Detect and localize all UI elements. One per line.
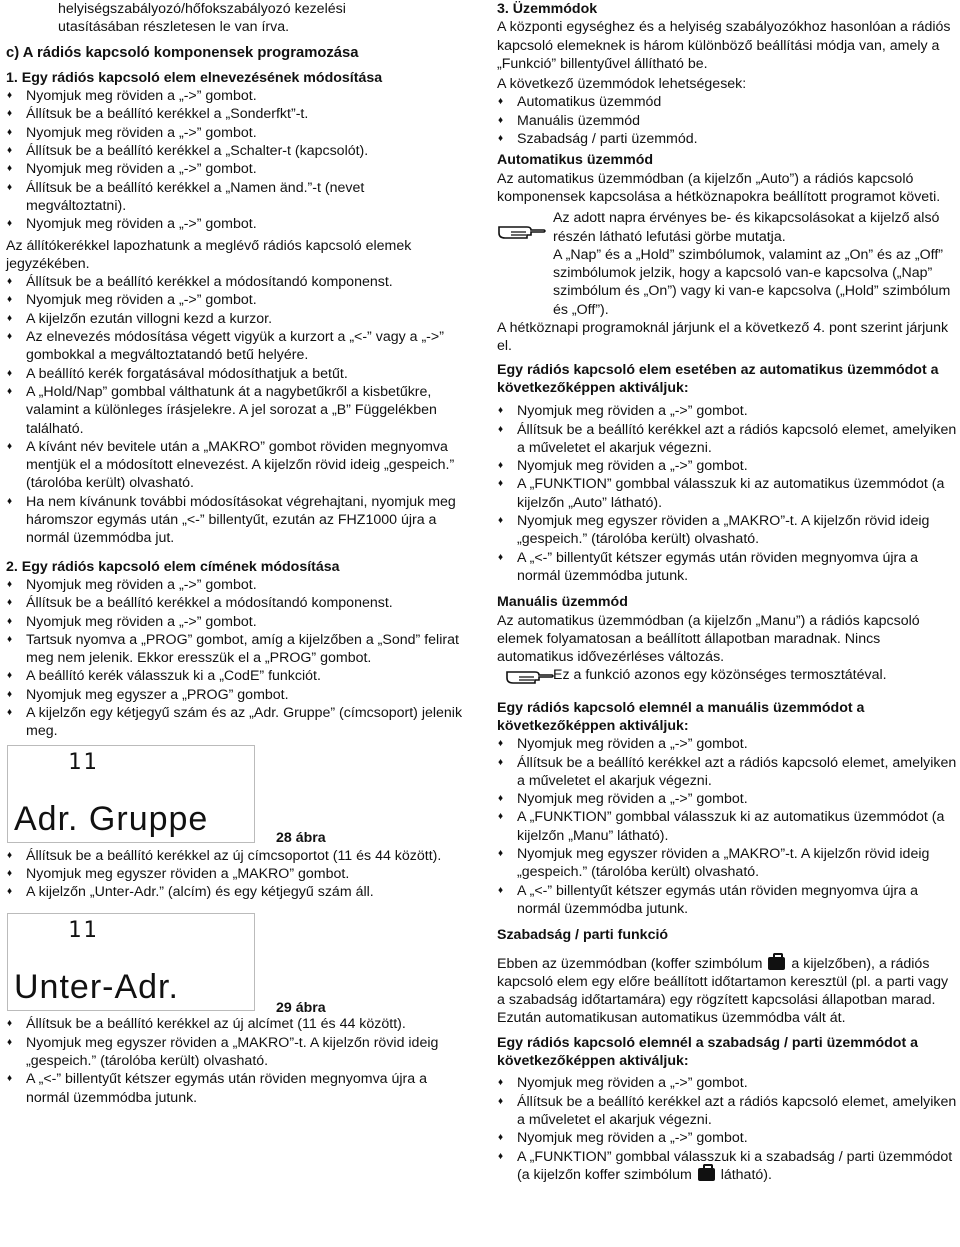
list-item [497,735,957,753]
intro-line: helyiségszabályozó/hőfokszabályozó kezelési [58,1,346,17]
bullet-icon: ♦ [7,1036,13,1048]
list-item [6,613,468,631]
list-item-text: Szabadság / parti üzemmód. [517,131,698,148]
heading-activate-manual: Egy rádiós kapcsoló elemnél a manuális üzemmódot a következőképpen aktiváljuk: [497,699,865,734]
list-item-text: A „FUNKTION” gombbal válasszuk ki az automatikus üzemmódot (a kijelzőn „Manu” látható). [517,809,945,844]
list-item [6,87,468,105]
list-item [497,1148,957,1185]
list-item-text: A kijelzőn egy kétjegyű szám és az „Adr. Gruppe” (címcsoport) jelenik meg. [26,704,463,740]
list-item-text: Nyomjuk meg röviden a „->” gombot. [517,1130,748,1147]
intro-text [6,0,468,37]
list-item [6,883,468,901]
bullet-icon: ♦ [7,688,13,700]
section-heading-2: 2. Egy rádiós kapcsoló elem címének módosítása [6,558,340,575]
list-item [497,130,957,148]
bullet-icon: ♦ [498,738,504,750]
lcd-display [7,913,255,1011]
list-item [497,421,957,458]
bullet-icon: ♦ [7,294,13,306]
right-column [497,0,957,1184]
bullet-icon: ♦ [498,756,504,768]
bullet-icon: ♦ [7,90,13,102]
bullet-icon: ♦ [7,312,13,324]
list-item-text: A kívánt név bevitele után a „MAKRO” gombot röviden megnyomva mentjük el a módosított elnevezést. A kijelzőn rövid ideig „gespeich.” (tárolóba került) olvasható. [26,438,455,492]
list-item-text: Nyomjuk meg röviden a „->” gombot. [26,216,257,233]
list-item-text: Állítsuk be a beállító kerékkel a módosítandó komponenst. [26,274,393,291]
list-item-text: Nyomjuk meg egyszer röviden a „MAKRO”-t. A kijelzőn rövid ideig „gespeich.” (tárolóba került) olvasható. [517,513,930,548]
list-item [497,790,957,808]
bullet-icon: ♦ [498,1150,504,1162]
list-item [6,865,468,883]
list-item-text: Állítsuk be a beállító kerékkel azt a rádiós kapcsoló elemet, amelyiken a műveletet el akarjuk végezni. [517,754,957,789]
list-item [497,754,957,791]
list-item [497,1129,957,1147]
lcd-display [7,745,255,843]
note-block [497,666,957,684]
paragraph: A hétköznapi programoknál járjunk el a következő 4. pont szerint járjunk el. [497,320,949,355]
list-item-text: A „FUNKTION” gombbal válasszuk ki az automatikus üzemmódot (a kijelzőn „Auto” látható). [517,476,945,511]
list-item-text: A beállító kerék válasszuk ki a „CodE” funkciót. [26,668,321,685]
list-item-text: Állítsuk be a beállító kerékkel a „Schalter-t (kapcsolót). [26,143,369,160]
paragraph: Az automatikus üzemmódban (a kijelzőn „Manu”) a rádiós kapcsoló elemek folyamatosan a beállított állapotban maradnak. Nincs automatikus idővezérléses változás. [497,612,920,666]
list-item [497,1074,957,1092]
bullet-icon: ♦ [498,1132,504,1144]
list-item-text: Állítsuk be a beállító kerékkel az új alcímet (11 és 44 között). [26,1016,406,1033]
list-item [6,160,468,178]
left-column [6,0,468,1107]
list-item-text: A beállító kerék forgatásával módosíthatjuk a betűt. [26,365,348,382]
suitcase-icon [768,957,785,970]
list-item-text: Állítsuk be a beállító kerékkel az új címcsoportot (11 és 44 között). [26,847,442,864]
bullet-icon: ♦ [498,1077,504,1089]
bullet-icon: ♦ [7,670,13,682]
list-item-text: A kijelzőn „Unter-Adr.” (alcím) és egy kétjegyű szám áll. [26,884,374,901]
bullet-icon: ♦ [7,126,13,138]
list-item-text: Tartsuk nyomva a „PROG” gombot, amíg a kijelzőben a „Sond” felirat meg nem jelenik. Ekkor eresszük el a „PROG” gombot. [26,631,459,667]
list-item [6,142,468,160]
bullet-icon: ♦ [7,597,13,609]
list-item-text: Nyomjuk meg röviden a „->” gombot. [517,458,748,475]
list-item [6,493,468,548]
list-item [6,576,468,594]
list-item [497,882,957,919]
bullet-icon: ♦ [498,793,504,805]
bullet-icon: ♦ [498,811,504,823]
list-item [6,1034,468,1071]
bullet-icon: ♦ [498,460,504,472]
list-item [497,457,957,475]
bullet-icon: ♦ [498,133,504,145]
list-item-text: A „<-” billentyűt kétszer egymás után röviden megnyomva újra a normál üzemmódba jutunk. [517,882,918,917]
bullet-icon: ♦ [7,385,13,397]
bullet-icon: ♦ [498,423,504,435]
list-item [6,105,468,123]
list-item-text: Állítsuk be a beállító kerékkel azt a rádiós kapcsoló elemet, amelyiken a műveletet el akarjuk végezni. [517,421,957,456]
bullet-icon: ♦ [498,1095,504,1107]
list-item [6,215,468,233]
note-text: Ez a funkció azonos egy közönséges termosztátéval. [553,667,887,684]
list-item [6,438,468,493]
party-text: Ebben az üzemmódban (koffer szimbólum [497,955,763,972]
bullet-icon: ♦ [7,331,13,343]
heading-auto: Automatikus üzemmód [497,152,654,169]
list-item-text: Nyomjuk meg röviden a „->” gombot. [517,1075,748,1092]
list-item [6,686,468,704]
steps-list-5 [6,1015,468,1106]
list-item [6,383,468,438]
list-item [497,549,957,586]
bullet-icon: ♦ [7,706,13,718]
list-item [6,1070,468,1107]
steps-list-4 [6,847,468,902]
list-item-text: Nyomjuk meg röviden a „->” gombot. [26,161,257,178]
bullet-icon: ♦ [498,515,504,527]
list-item-text: Nyomjuk meg egyszer röviden a „MAKRO”-t. A kijelzőn rövid ideig „gespeich.” (tárolóba került) olvasható. [517,846,930,881]
manual-steps-list [497,735,957,918]
heading-manual: Manuális üzemmód [497,594,628,611]
list-item-text: Nyomjuk meg röviden a „->” gombot. [26,613,257,630]
list-item-text: A „<-” billentyűt kétszer egymás után röviden megnyomva újra a normál üzemmódba jutunk. [26,1071,427,1106]
list-item-text: Nyomjuk meg röviden a „->” gombot. [26,576,257,593]
list-item-text: Az elnevezés módosítása végett vigyük a kurzort a „<-” vagy a „->” gombokkal a megváltoztatandó betű helyére. [26,329,444,364]
list-item-text: Nyomjuk meg röviden a „->” gombot. [517,403,748,420]
list-item [497,845,957,882]
bullet-icon: ♦ [498,551,504,563]
section-heading-3: 3. Üzemmódok [497,1,598,17]
bullet-icon: ♦ [7,163,13,175]
list-item-text: Nyomjuk meg egyszer a „PROG” gombot. [26,686,289,703]
list-item-text: Nyomjuk meg röviden a „->” gombot. [26,88,257,105]
bullet-icon: ♦ [7,108,13,120]
bullet-icon: ♦ [7,218,13,230]
section-heading-c: c) A rádiós kapcsoló komponensek programozása [6,44,359,61]
steps-list-1 [6,87,468,233]
list-item [6,1015,468,1033]
list-item [497,475,957,512]
bullet-icon: ♦ [7,495,13,507]
bullet-icon: ♦ [7,849,13,861]
bullet-icon: ♦ [7,181,13,193]
auto-steps-list [497,402,957,585]
list-item-text: A „Hold/Nap” gombbal válthatunk át a nagybetűkről a kisbetűkre, valamint a különleges írásjelekre. A jel sorozat a „B” Függelékben található. [26,383,437,437]
bullet-icon: ♦ [498,405,504,417]
pointing-hand-icon [505,668,555,686]
suitcase-icon [698,1168,715,1181]
steps-list-2 [6,273,468,547]
list-item-text: Állítsuk be a beállító kerékkel a „Namen änd.”-t (nevet megváltoztatni). [26,179,365,214]
list-item-text: Nyomjuk meg röviden a „->” gombot. [26,292,257,309]
list-item-text: Nyomjuk meg röviden a „->” gombot. [517,791,748,808]
bullet-icon: ♦ [7,1073,13,1085]
steps-list-3 [6,576,468,741]
figure-caption: 29 ábra [276,1000,326,1017]
list-item [497,808,957,845]
lcd-text: Adr. Gruppe [14,799,209,838]
bullet-icon: ♦ [7,886,13,898]
list-item [6,667,468,685]
party-steps-list [497,1074,957,1147]
list-item-text: Nyomjuk meg röviden a „->” gombot. [26,124,257,141]
list-item-text: Nyomjuk meg egyszer röviden a „MAKRO” gombot. [26,865,350,882]
list-item-text: Automatikus üzemmód [517,94,662,111]
list-item [6,704,468,741]
heading-party: Szabadság / parti funkció [497,927,669,944]
bullet-icon: ♦ [498,96,504,108]
figure-29 [6,913,468,1017]
list-item-text: Nyomjuk meg egyszer röviden a „MAKRO”-t. A kijelzőn rövid ideig „gespeich.” (tárolóba került) olvasható. [26,1034,439,1070]
paragraph: A következő üzemmódok lehetségesek: [497,76,747,93]
lcd-number: 11 [68,918,99,944]
paragraph: Az automatikus üzemmódban (a kijelzőn „Auto”) a rádiós kapcsoló komponensek kapcsolása a hétköznapokra beállított programot követi. [497,170,941,205]
list-item [6,328,468,365]
lcd-number: 11 [68,749,99,775]
list-item-text: A „<-” billentyűt kétszer egymás után röviden megnyomva újra a normál üzemmódba jutunk. [517,549,918,584]
list-item-text: Nyomjuk meg röviden a „->” gombot. [517,736,748,753]
list-item [497,93,957,111]
list-item-text: Ha nem kívánunk további módosításokat végrehajtani, nyomjuk meg háromszor egymás után „<-” billentyűt, ezután az FHZ1000 újra a normál üzemmódba jut. [26,493,456,547]
list-item [6,365,468,383]
list-item-text: A „FUNKTION” gombbal válasszuk ki a szabadság / parti üzemmódot (a kijelzőn koffer szimbólum [517,1148,953,1183]
bullet-icon: ♦ [7,633,13,645]
heading-activate-auto: Egy rádiós kapcsoló elem esetében az automatikus üzemmódot a következőképpen aktiváljuk: [497,361,939,396]
bullet-icon: ♦ [498,114,504,126]
pointing-hand-icon [497,223,547,241]
list-item [497,402,957,420]
modes-list [497,93,957,148]
intro-line: utasításában részletesen le van írva. [58,19,290,36]
bullet-icon: ♦ [7,145,13,157]
note-text: A „Nap” és a „Hold” szimbólumok, valamint az „On” és az „Off” szimbólumok jelzik, hogy a kapcsoló van-e kapcsolva („Nap” szimbólum és „On”) vagy ki van-e kapcsolva („Hold” szimbólum és „Off”). [553,246,951,318]
list-item [6,273,468,291]
paragraph: A központi egységhez és a helyiség szabályozókhoz hasonlóan a rádiós kapcsoló elemeknek is három különböző beállítási módja van, amely a „Funkció” billentyűvel állítható be. [497,19,951,72]
note-block [497,209,957,319]
list-item-text: Manuális üzemmód [517,112,641,129]
list-item [6,847,468,865]
bullet-icon: ♦ [7,615,13,627]
list-item-text: A kijelzőn ezután villogni kezd a kurzor. [26,310,273,327]
list-item [6,291,468,309]
list-item [6,310,468,328]
bullet-icon: ♦ [7,867,13,879]
list-item [6,594,468,612]
list-item [6,631,468,668]
list-item [6,179,468,216]
list-item-text: Állítsuk be a beállító kerékkel azt a rádiós kapcsoló elemet, amelyiken a műveletet el akarjuk végezni. [517,1093,957,1128]
lcd-text: Unter-Adr. [14,968,179,1007]
list-item [6,124,468,142]
list-item [497,512,957,549]
party-text: a kijelzőben), a rádiós kapcsoló elem egy előre beállított időtartamon keresztül (pl. a parti vagy a szabadság időtartamára) egy rögzített kapcsolási állapotban marad. Ezután automatikusan automatikus üzemmódba vált át. [497,955,949,1027]
note-text: Az adott napra érvényes be- és kikapcsolásokat a kijelző alsó részén látható lefutási görbe mutatja. [553,210,940,245]
bullet-icon: ♦ [498,848,504,860]
list-item-text: látható). [720,1166,772,1183]
bullet-icon: ♦ [7,578,13,590]
list-item [497,1093,957,1130]
heading-activate-party: Egy rádiós kapcsoló elemnél a szabadság / parti üzemmódot a következőképpen aktiváljuk: [497,1034,919,1070]
list-item [497,112,957,130]
bullet-icon: ♦ [7,276,13,288]
bullet-icon: ♦ [498,478,504,490]
figure-28 [6,745,468,846]
paragraph-party [497,955,957,1028]
list-item-text: Állítsuk be a beállító kerékkel a „Sonderfkt”-t. [26,106,309,123]
bullet-icon: ♦ [7,367,13,379]
section-heading-1: 1. Egy rádiós kapcsoló elem elnevezésének módosítása [6,69,383,86]
figure-caption: 28 ábra [276,829,326,846]
paragraph: Az állítókerékkel lapozhatunk a meglévő rádiós kapcsoló elemek jegyzékében. [6,237,412,272]
bullet-icon: ♦ [498,884,504,896]
bullet-icon: ♦ [7,440,13,452]
bullet-icon: ♦ [7,1018,13,1030]
list-item-text: Állítsuk be a beállító kerékkel a módosítandó komponenst. [26,595,393,612]
